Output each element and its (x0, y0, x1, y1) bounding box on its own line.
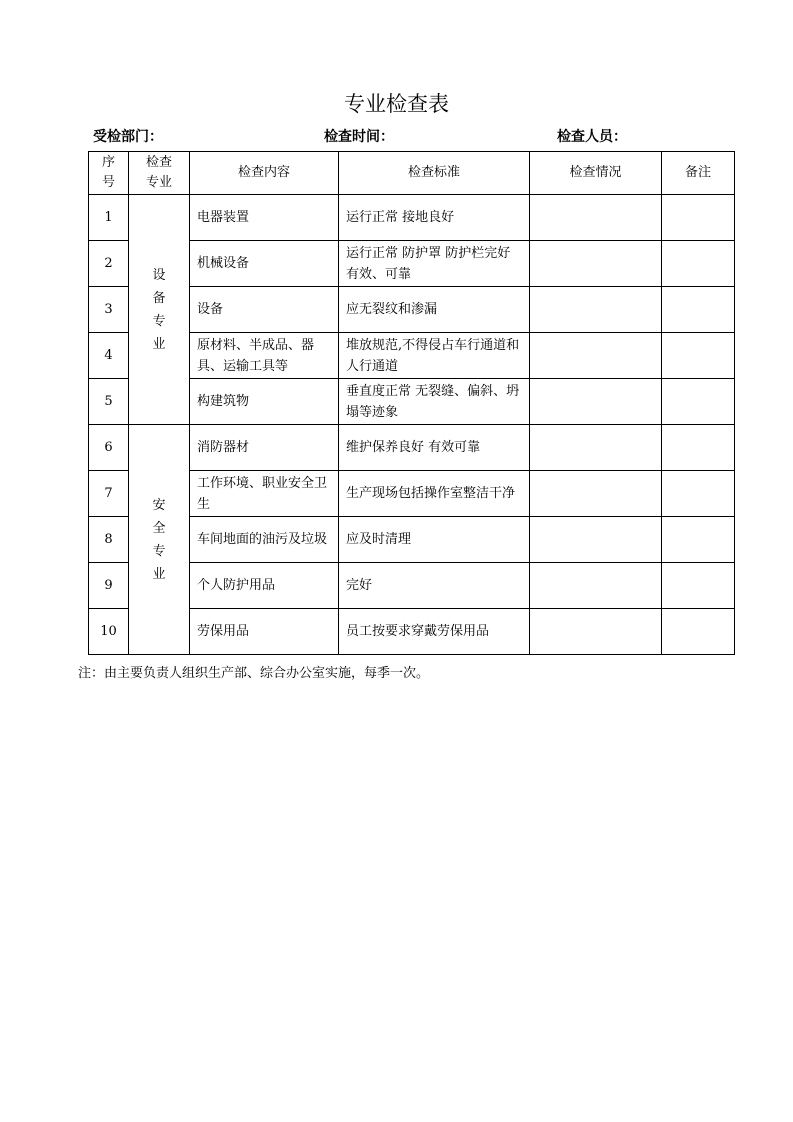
header-status: 检查情况 (530, 152, 662, 195)
remarks-cell[interactable] (662, 471, 735, 517)
table-row (89, 425, 735, 471)
inspection-status-cell[interactable] (530, 563, 662, 609)
row-number: 7 (89, 471, 129, 517)
inspector-label: 检查人员： (557, 129, 627, 145)
page-title: 专业检查表 (344, 92, 449, 116)
category-cell: 安全专业 (129, 425, 190, 655)
inspection-status-cell[interactable] (530, 425, 662, 471)
inspection-content: 原材料、半成品、器具、运输工具等 (190, 333, 339, 379)
header-remarks: 备注 (662, 152, 735, 195)
inspection-standard: 垂直度正常 无裂缝、偏斜、坍塌等迹象 (339, 379, 530, 425)
inspection-content: 个人防护用品 (190, 563, 339, 609)
department-label: 受检部门： (93, 129, 163, 145)
inspection-standard: 运行正常 防护罩 防护栏完好有效、可靠 (339, 241, 530, 287)
table-row (89, 195, 735, 241)
inspection-standard: 维护保养良好 有效可靠 (339, 425, 530, 471)
inspection-status-cell[interactable] (530, 195, 662, 241)
header-standard: 检查标准 (339, 152, 530, 195)
inspection-status-cell[interactable] (530, 241, 662, 287)
table-header-row (89, 152, 735, 195)
inspection-status-cell[interactable] (530, 471, 662, 517)
remarks-cell[interactable] (662, 195, 735, 241)
remarks-cell[interactable] (662, 609, 735, 655)
row-number: 4 (89, 333, 129, 379)
inspection-standard: 生产现场包括操作室整洁干净 (339, 471, 530, 517)
inspection-content: 工作环境、职业安全卫生 (190, 471, 339, 517)
row-number: 9 (89, 563, 129, 609)
inspection-content: 电器装置 (190, 195, 339, 241)
inspection-standard: 应及时清理 (339, 517, 530, 563)
inspection-content: 劳保用品 (190, 609, 339, 655)
remarks-cell[interactable] (662, 425, 735, 471)
row-number: 6 (89, 425, 129, 471)
inspection-status-cell[interactable] (530, 609, 662, 655)
footnote: 注：由主要负责人组织生产部、综合办公室实施，每季一次。 (78, 666, 430, 681)
inspection-content: 构建筑物 (190, 379, 339, 425)
inspection-time-label: 检查时间： (324, 129, 394, 145)
inspection-content: 消防器材 (190, 425, 339, 471)
row-number: 10 (89, 609, 129, 655)
header-category: 检查专业 (129, 152, 190, 195)
inspection-table (88, 151, 735, 655)
row-number: 8 (89, 517, 129, 563)
remarks-cell[interactable] (662, 333, 735, 379)
header-content: 检查内容 (190, 152, 339, 195)
inspection-standard: 完好 (339, 563, 530, 609)
inspection-status-cell[interactable] (530, 333, 662, 379)
remarks-cell[interactable] (662, 241, 735, 287)
row-number: 3 (89, 287, 129, 333)
inspection-content: 车间地面的油污及垃圾 (190, 517, 339, 563)
inspection-standard: 堆放规范,不得侵占车行通道和人行通道 (339, 333, 530, 379)
row-number: 2 (89, 241, 129, 287)
remarks-cell[interactable] (662, 287, 735, 333)
inspection-status-cell[interactable] (530, 517, 662, 563)
inspection-standard: 应无裂纹和渗漏 (339, 287, 530, 333)
inspection-standard: 员工按要求穿戴劳保用品 (339, 609, 530, 655)
header-no: 序号 (89, 152, 129, 195)
inspection-status-cell[interactable] (530, 379, 662, 425)
inspection-content: 机械设备 (190, 241, 339, 287)
inspection-content: 设备 (190, 287, 339, 333)
remarks-cell[interactable] (662, 563, 735, 609)
remarks-cell[interactable] (662, 517, 735, 563)
row-number: 5 (89, 379, 129, 425)
remarks-cell[interactable] (662, 379, 735, 425)
category-cell: 设备专业 (129, 195, 190, 425)
inspection-standard: 运行正常 接地良好 (339, 195, 530, 241)
row-number: 1 (89, 195, 129, 241)
inspection-status-cell[interactable] (530, 287, 662, 333)
